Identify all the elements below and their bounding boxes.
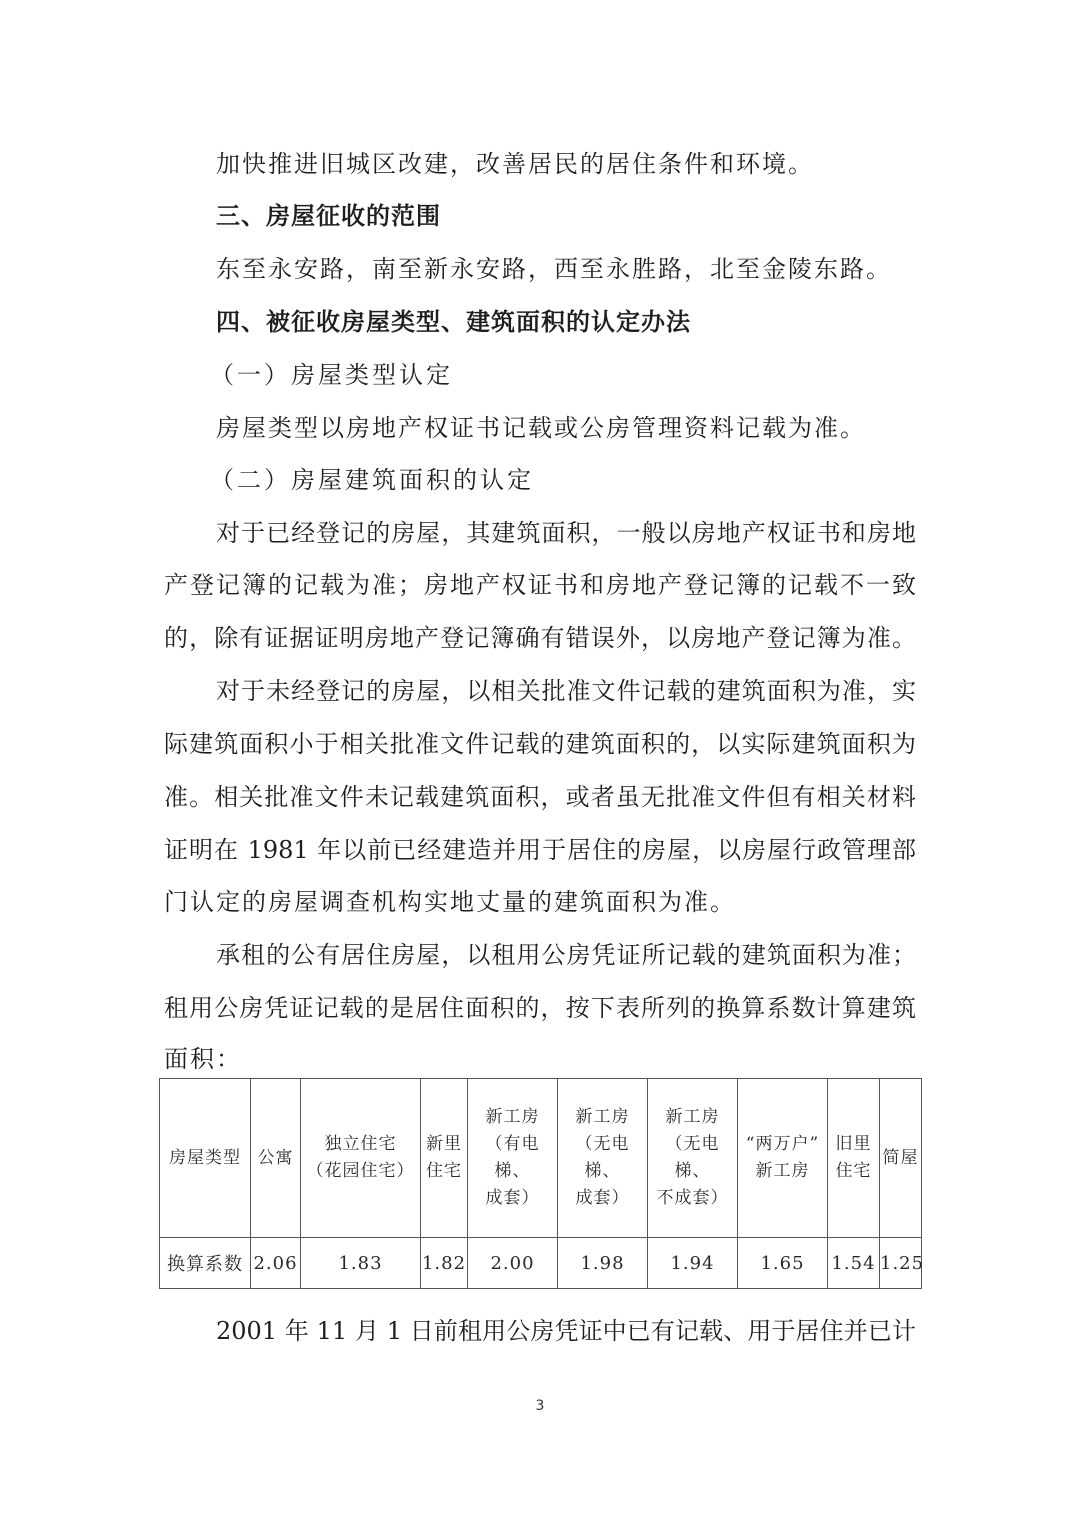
section-heading-3: 三、房屋征收的范围 xyxy=(216,202,441,230)
paragraph-registered-line-2: 产登记簿的记载为准；房地产权证书和房地产登记簿的记载不一致 xyxy=(164,571,916,599)
paragraph-2001: 2001 年 11 月 1 日前租用公房凭证中已有记载、用于居住并已计 xyxy=(216,1317,916,1345)
paragraph-intro-end: 加快推进旧城区改建，改善居民的居住条件和环境。 xyxy=(216,150,814,178)
paragraph-unregistered-line-2: 际建筑面积小于相关批准文件记载的建筑面积的，以实际建筑面积为 xyxy=(164,730,916,758)
value-cell: 1.94 xyxy=(648,1238,738,1289)
section-heading-4: 四、被征收房屋类型、建筑面积的认定办法 xyxy=(216,308,691,336)
paragraph-rented-line-3: 面积： xyxy=(164,1045,242,1073)
header-cell-detached-house: 独立住宅 （花园住宅） xyxy=(301,1079,421,1238)
header-cell-new-workers-no-elevator: 新工房 （无电梯、 成套） xyxy=(558,1079,648,1238)
header-cell-new-workers-elevator: 新工房 （有电梯、 成套） xyxy=(468,1079,558,1238)
conversion-factor-table xyxy=(159,1078,925,1289)
page-number: 3 xyxy=(535,1398,545,1414)
value-cell: 2.06 xyxy=(251,1238,301,1289)
header-cell-simple-house: 简屋 xyxy=(880,1079,922,1238)
value-cell: 1.25 xyxy=(880,1238,922,1289)
value-cell: 1.54 xyxy=(828,1238,880,1289)
paragraph-unregistered-line-4: 证明在 1981 年以前已经建造并用于居住的房屋，以房屋行政管理部 xyxy=(164,836,916,864)
paragraph-rented-line-2: 租用公房凭证记载的是居住面积的，按下表所列的换算系数计算建筑 xyxy=(164,994,916,1022)
paragraph-unregistered-line-5: 门认定的房屋调查机构实地丈量的建筑面积为准。 xyxy=(164,888,736,916)
row-label-conversion-factor: 换算系数 xyxy=(160,1238,251,1289)
value-cell: 1.83 xyxy=(301,1238,421,1289)
table-row-conversion-factor xyxy=(160,1238,922,1289)
header-cell-old-lane-house: 旧里 住宅 xyxy=(828,1079,880,1238)
row-label-house-type: 房屋类型 xyxy=(160,1079,251,1238)
header-cell-new-workers-incomplete: 新工房 （无电梯、 不成套） xyxy=(648,1079,738,1238)
paragraph-scope: 东至永安路，南至新永安路，西至永胜路，北至金陵东路。 xyxy=(216,255,892,283)
paragraph-type: 房屋类型以房地产权证书记载或公房管理资料记载为准。 xyxy=(216,414,866,442)
header-cell-twenty-thousand-households: “两万户” 新工房 xyxy=(738,1079,828,1238)
subsection-heading-2: （二）房屋建筑面积的认定 xyxy=(210,466,534,494)
value-cell: 1.98 xyxy=(558,1238,648,1289)
header-cell-new-lane-house: 新里 住宅 xyxy=(421,1079,468,1238)
paragraph-registered-line-3: 的，除有证据证明房地产登记簿确有错误外，以房地产登记簿为准。 xyxy=(164,624,916,652)
header-cell-apartment: 公寓 xyxy=(251,1079,301,1238)
paragraph-unregistered-line-3: 准。相关批准文件未记载建筑面积，或者虽无批准文件但有相关材料 xyxy=(164,783,916,811)
value-cell: 1.82 xyxy=(421,1238,468,1289)
subsection-heading-1: （一）房屋类型认定 xyxy=(210,361,453,389)
value-cell: 1.65 xyxy=(738,1238,828,1289)
value-cell: 2.00 xyxy=(468,1238,558,1289)
paragraph-registered-line-1: 对于已经登记的房屋，其建筑面积，一般以房地产权证书和房地 xyxy=(216,519,916,547)
paragraph-rented-line-1: 承租的公有居住房屋，以租用公房凭证所记载的建筑面积为准； xyxy=(216,941,916,969)
paragraph-unregistered-line-1: 对于未经登记的房屋，以相关批准文件记载的建筑面积为准，实 xyxy=(216,677,916,705)
table-row-house-type xyxy=(160,1079,922,1238)
